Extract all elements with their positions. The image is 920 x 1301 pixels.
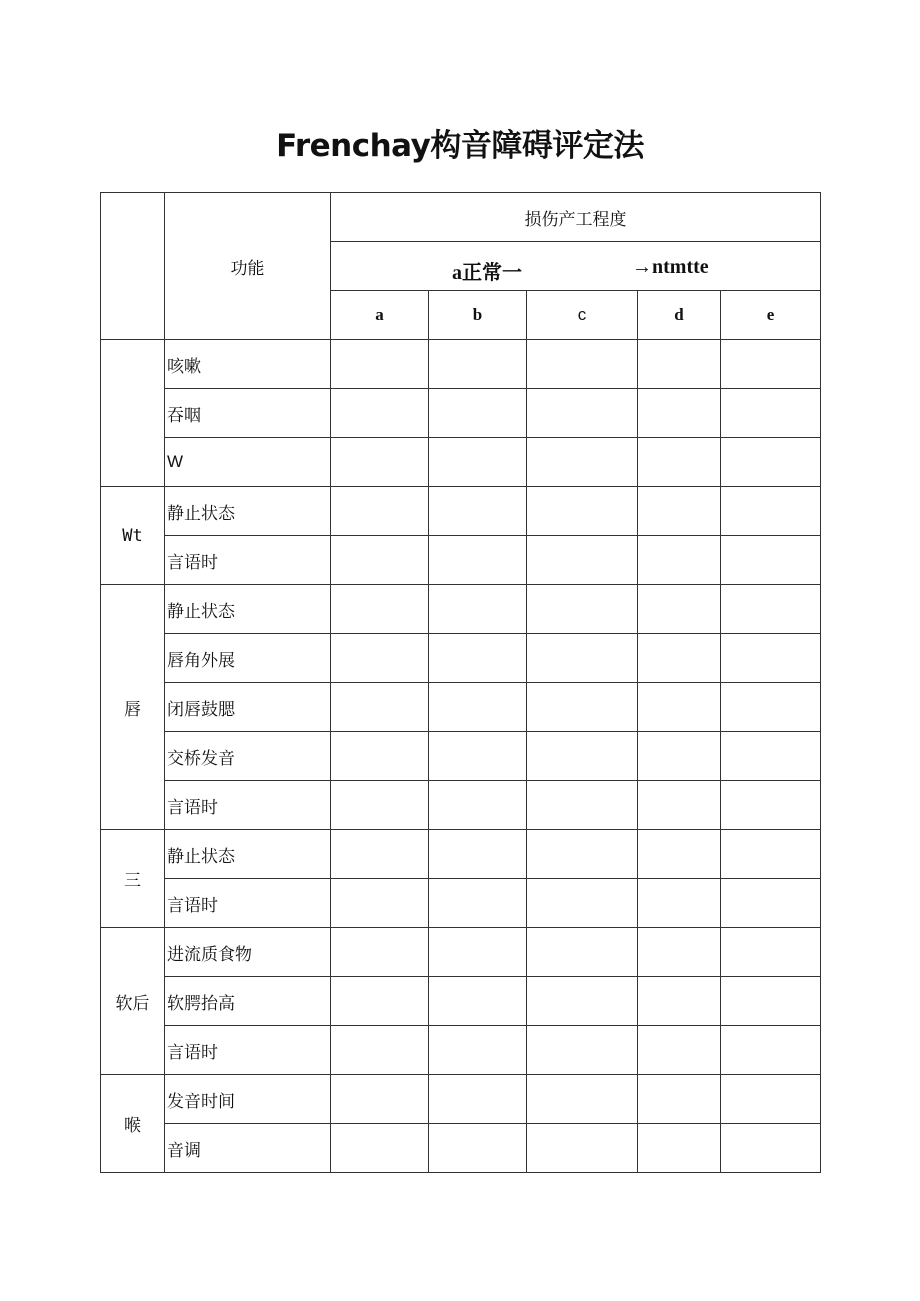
grade-cell[interactable] bbox=[429, 830, 527, 879]
grade-e-header: e bbox=[721, 291, 821, 340]
grade-cell[interactable] bbox=[331, 781, 429, 830]
function-item: 静止状态 bbox=[165, 830, 331, 879]
grade-cell[interactable] bbox=[721, 928, 821, 977]
grade-cell[interactable] bbox=[527, 830, 638, 879]
grade-cell[interactable] bbox=[331, 438, 429, 487]
grade-cell[interactable] bbox=[429, 1026, 527, 1075]
grade-cell[interactable] bbox=[527, 1075, 638, 1124]
grade-cell[interactable] bbox=[331, 536, 429, 585]
grade-cell[interactable] bbox=[331, 977, 429, 1026]
grade-cell[interactable] bbox=[527, 732, 638, 781]
category-cell bbox=[101, 340, 165, 487]
grade-cell[interactable] bbox=[331, 389, 429, 438]
grade-cell[interactable] bbox=[721, 1124, 821, 1173]
function-item: 静止状态 bbox=[165, 487, 331, 536]
grade-cell[interactable] bbox=[638, 977, 721, 1026]
grade-cell[interactable] bbox=[527, 683, 638, 732]
assessment-table bbox=[100, 192, 821, 1173]
grade-cell[interactable] bbox=[429, 634, 527, 683]
severity-header: 损伤产工程度 bbox=[331, 193, 821, 242]
grade-cell[interactable] bbox=[429, 1075, 527, 1124]
grade-cell[interactable] bbox=[638, 389, 721, 438]
table-row bbox=[101, 1124, 821, 1173]
grade-cell[interactable] bbox=[638, 536, 721, 585]
page-title: Frenchay构音障碍评定法 bbox=[276, 128, 644, 164]
grade-cell[interactable] bbox=[429, 977, 527, 1026]
grade-cell[interactable] bbox=[721, 977, 821, 1026]
grade-cell[interactable] bbox=[331, 732, 429, 781]
grade-cell[interactable] bbox=[429, 683, 527, 732]
table-row bbox=[101, 781, 821, 830]
category-cell: 三 bbox=[101, 830, 165, 928]
grade-cell[interactable] bbox=[429, 1124, 527, 1173]
function-item: 言语时 bbox=[165, 536, 331, 585]
grade-cell[interactable] bbox=[527, 634, 638, 683]
grade-cell[interactable] bbox=[638, 879, 721, 928]
grade-cell[interactable] bbox=[429, 781, 527, 830]
category-cell: 软后 bbox=[101, 928, 165, 1075]
grade-cell[interactable] bbox=[638, 732, 721, 781]
grade-cell[interactable] bbox=[638, 634, 721, 683]
function-item: 言语时 bbox=[165, 879, 331, 928]
grade-cell[interactable] bbox=[331, 683, 429, 732]
table-row bbox=[101, 732, 821, 781]
function-header: 功能 bbox=[165, 193, 331, 340]
grade-cell[interactable] bbox=[721, 536, 821, 585]
grade-d-header: d bbox=[638, 291, 721, 340]
grade-cell[interactable] bbox=[331, 634, 429, 683]
table-row bbox=[101, 487, 821, 536]
grade-cell[interactable] bbox=[429, 928, 527, 977]
scale-right-label: →ntmtte bbox=[632, 256, 709, 278]
function-item: 软腭抬高 bbox=[165, 977, 331, 1026]
grade-cell[interactable] bbox=[721, 585, 821, 634]
grade-cell[interactable] bbox=[331, 928, 429, 977]
table-row bbox=[101, 438, 821, 487]
grade-b-header: b bbox=[429, 291, 527, 340]
grade-cell[interactable] bbox=[429, 879, 527, 928]
grade-cell[interactable] bbox=[638, 683, 721, 732]
corner-cell bbox=[101, 193, 165, 340]
category-cell: 唇 bbox=[101, 585, 165, 830]
table-row bbox=[101, 977, 821, 1026]
grade-cell[interactable] bbox=[429, 585, 527, 634]
grade-cell[interactable] bbox=[331, 879, 429, 928]
function-item: W bbox=[165, 438, 331, 487]
grade-cell[interactable] bbox=[527, 585, 638, 634]
grade-cell[interactable] bbox=[721, 781, 821, 830]
grade-cell[interactable] bbox=[429, 438, 527, 487]
table-row bbox=[101, 1075, 821, 1124]
grade-cell[interactable] bbox=[638, 830, 721, 879]
grade-cell[interactable] bbox=[638, 438, 721, 487]
grade-cell[interactable] bbox=[721, 487, 821, 536]
table-row bbox=[101, 634, 821, 683]
grade-cell[interactable] bbox=[638, 928, 721, 977]
table-row bbox=[101, 879, 821, 928]
grade-cell[interactable] bbox=[429, 732, 527, 781]
grade-cell[interactable] bbox=[638, 487, 721, 536]
grade-cell[interactable] bbox=[331, 1075, 429, 1124]
grade-cell[interactable] bbox=[527, 536, 638, 585]
grade-cell[interactable] bbox=[721, 1075, 821, 1124]
grade-cell[interactable] bbox=[331, 1026, 429, 1075]
grade-cell[interactable] bbox=[527, 977, 638, 1026]
grade-cell[interactable] bbox=[638, 781, 721, 830]
function-item: 吞咽 bbox=[165, 389, 331, 438]
grade-cell[interactable] bbox=[721, 879, 821, 928]
grade-cell[interactable] bbox=[429, 487, 527, 536]
table-row bbox=[101, 1026, 821, 1075]
grade-cell[interactable] bbox=[331, 830, 429, 879]
grade-cell[interactable] bbox=[527, 389, 638, 438]
grade-cell[interactable] bbox=[527, 340, 638, 389]
grade-cell[interactable] bbox=[721, 683, 821, 732]
grade-cell[interactable] bbox=[721, 340, 821, 389]
function-item: 言语时 bbox=[165, 781, 331, 830]
grade-cell[interactable] bbox=[638, 1124, 721, 1173]
function-item: 发音时间 bbox=[165, 1075, 331, 1124]
grade-cell[interactable] bbox=[527, 1026, 638, 1075]
category-cell: 喉 bbox=[101, 1075, 165, 1173]
grade-cell[interactable] bbox=[638, 1075, 721, 1124]
table-row bbox=[101, 585, 821, 634]
scale-left-label: a正常一 bbox=[452, 262, 522, 284]
grade-cell[interactable] bbox=[721, 830, 821, 879]
table-row bbox=[101, 683, 821, 732]
function-item: 进流质食物 bbox=[165, 928, 331, 977]
grade-cell[interactable] bbox=[331, 1124, 429, 1173]
grade-cell[interactable] bbox=[638, 585, 721, 634]
grade-cell[interactable] bbox=[331, 585, 429, 634]
grade-cell[interactable] bbox=[527, 438, 638, 487]
function-item: 闭唇鼓腮 bbox=[165, 683, 331, 732]
grade-cell[interactable] bbox=[429, 389, 527, 438]
table-row bbox=[101, 536, 821, 585]
severity-scale bbox=[331, 242, 821, 291]
table-row bbox=[101, 830, 821, 879]
table-row bbox=[101, 340, 821, 389]
grade-cell[interactable] bbox=[721, 438, 821, 487]
grade-cell[interactable] bbox=[638, 340, 721, 389]
function-item: 言语时 bbox=[165, 1026, 331, 1075]
grade-a-header: a bbox=[331, 291, 429, 340]
table-row bbox=[101, 389, 821, 438]
grade-cell[interactable] bbox=[527, 781, 638, 830]
function-item: 音调 bbox=[165, 1124, 331, 1173]
function-item: 静止状态 bbox=[165, 585, 331, 634]
grade-cell[interactable] bbox=[527, 487, 638, 536]
grade-cell[interactable] bbox=[331, 487, 429, 536]
grade-cell[interactable] bbox=[527, 928, 638, 977]
grade-cell[interactable] bbox=[721, 1026, 821, 1075]
function-item: 交桥发音 bbox=[165, 732, 331, 781]
grade-cell[interactable] bbox=[721, 389, 821, 438]
grade-cell[interactable] bbox=[721, 732, 821, 781]
function-item: 唇角外展 bbox=[165, 634, 331, 683]
category-cell: Wt bbox=[101, 487, 165, 585]
grade-cell[interactable] bbox=[429, 536, 527, 585]
function-item: 咳嗽 bbox=[165, 340, 331, 389]
grade-cell[interactable] bbox=[721, 634, 821, 683]
grade-cell[interactable] bbox=[429, 340, 527, 389]
grade-cell[interactable] bbox=[638, 1026, 721, 1075]
grade-cell[interactable] bbox=[527, 1124, 638, 1173]
table-row bbox=[101, 928, 821, 977]
grade-c-header: c bbox=[527, 291, 638, 340]
grade-cell[interactable] bbox=[331, 340, 429, 389]
grade-cell[interactable] bbox=[527, 879, 638, 928]
